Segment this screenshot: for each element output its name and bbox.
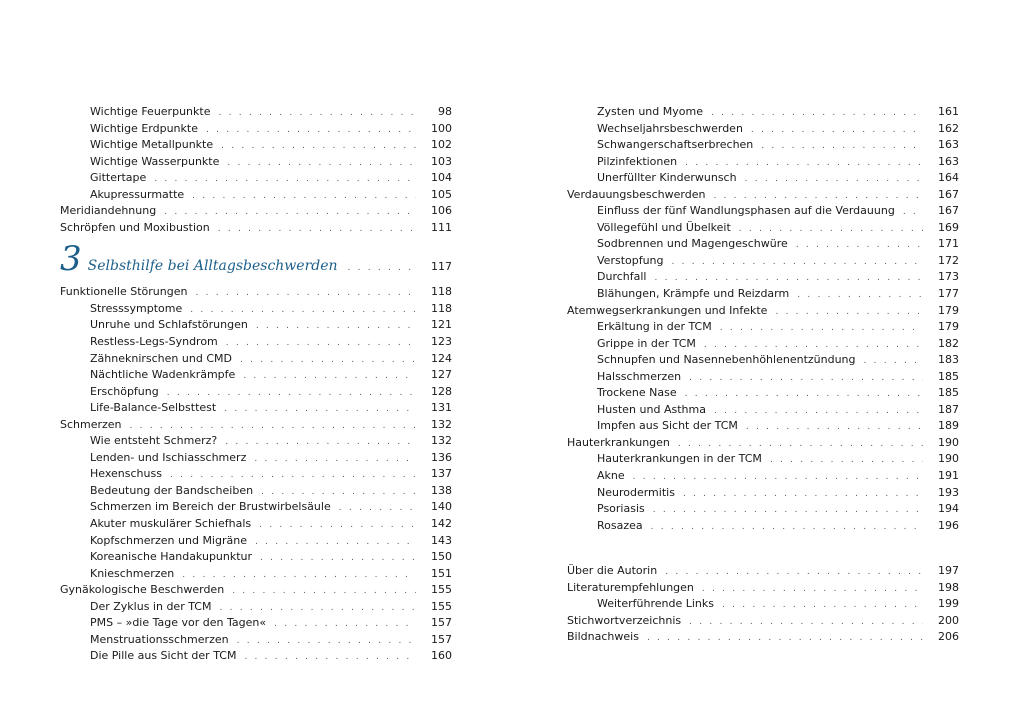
dot-leader bbox=[348, 263, 416, 273]
toc-entry-label: Erkältung in der TCM bbox=[597, 320, 712, 334]
toc-entry bbox=[60, 417, 452, 434]
dot-leader bbox=[218, 105, 416, 122]
toc-right-column bbox=[567, 104, 959, 646]
toc-page-number: 131 bbox=[431, 401, 452, 415]
toc-subentry bbox=[567, 402, 959, 419]
toc-page-number: 182 bbox=[938, 336, 959, 350]
chapter-heading bbox=[60, 239, 452, 280]
toc-subentry bbox=[567, 154, 959, 171]
toc-subentry bbox=[60, 170, 452, 187]
toc-page-number: 98 bbox=[438, 105, 452, 118]
toc-subentry bbox=[60, 450, 452, 467]
toc-page-number: 155 bbox=[431, 599, 452, 613]
toc-page-number: 124 bbox=[431, 351, 452, 365]
toc-subentry bbox=[60, 187, 452, 204]
dot-leader bbox=[761, 138, 923, 155]
toc-page-number: 185 bbox=[938, 386, 959, 400]
toc-entry-label: Sodbrennen und Magengeschwüre bbox=[597, 237, 788, 251]
toc-subentry bbox=[60, 516, 452, 533]
dot-leader bbox=[221, 138, 416, 155]
dot-leader bbox=[226, 335, 416, 352]
toc-page-number: 104 bbox=[431, 171, 452, 185]
toc-subentry bbox=[567, 220, 959, 237]
toc-page-number: 127 bbox=[431, 368, 452, 382]
toc-entry-label: Rosazea bbox=[597, 518, 643, 532]
dot-leader bbox=[259, 517, 416, 534]
dot-leader bbox=[654, 270, 923, 287]
toc-entry-label: Wichtige Metallpunkte bbox=[90, 138, 214, 152]
toc-page-number: 136 bbox=[431, 450, 452, 464]
toc-entry-label: Trockene Nase bbox=[597, 386, 677, 400]
dot-leader bbox=[685, 386, 923, 403]
toc-subentry bbox=[60, 367, 452, 384]
toc-page-number: 132 bbox=[431, 434, 452, 448]
toc-page-number: 169 bbox=[938, 220, 959, 234]
dot-leader bbox=[796, 237, 923, 254]
toc-subentry bbox=[567, 336, 959, 353]
dot-leader bbox=[702, 581, 923, 598]
toc-subentry bbox=[60, 599, 452, 616]
toc-subentry bbox=[60, 104, 452, 121]
toc-entry-label: Funktionelle Störungen bbox=[60, 285, 188, 299]
dot-leader bbox=[206, 122, 416, 139]
toc-entry bbox=[567, 187, 959, 204]
toc-subentry bbox=[60, 615, 452, 632]
dot-leader bbox=[653, 502, 923, 519]
toc-subentry bbox=[567, 468, 959, 485]
toc-subentry bbox=[567, 236, 959, 253]
toc-subentry bbox=[60, 301, 452, 318]
toc-entry bbox=[60, 582, 452, 599]
toc-page-number: 196 bbox=[938, 518, 959, 532]
toc-entry-label: Unerfüllter Kinderwunsch bbox=[597, 171, 737, 185]
toc-entry-label: Der Zyklus in der TCM bbox=[90, 599, 212, 613]
toc-entry bbox=[60, 203, 452, 220]
toc-entry-label: PMS – »die Tage vor den Tagen« bbox=[90, 616, 267, 630]
toc-page-number: 105 bbox=[431, 187, 452, 201]
toc-subentry bbox=[60, 648, 452, 665]
dot-leader bbox=[633, 469, 923, 486]
toc-entry-label: Schwangerschaftserbrechen bbox=[597, 138, 754, 152]
toc-entry-label: Völlegefühl und Übelkeit bbox=[597, 220, 731, 234]
toc-entry-label: Neurodermitis bbox=[597, 485, 675, 499]
dot-leader bbox=[182, 567, 416, 584]
toc-entry-label: Hauterkrankungen bbox=[567, 435, 670, 449]
toc-subentry bbox=[567, 485, 959, 502]
toc-entry-label: Pilzinfektionen bbox=[597, 154, 678, 168]
toc-left-group-2 bbox=[60, 284, 452, 665]
toc-page-number: 140 bbox=[431, 500, 452, 514]
toc-entry-label: Hauterkrankungen in der TCM bbox=[597, 452, 762, 466]
toc-subentry bbox=[567, 518, 959, 535]
toc-page-number: 167 bbox=[938, 204, 959, 218]
toc-entry-label: Hexenschuss bbox=[90, 467, 162, 481]
toc-entry-label: Einfluss der fünf Wandlungsphasen auf die Verdauung bbox=[597, 204, 895, 218]
toc-entry-label: Meridiandehnung bbox=[60, 204, 157, 218]
dot-leader bbox=[339, 500, 416, 517]
toc-entry-label: Knieschmerzen bbox=[90, 566, 175, 580]
toc-entry-label: Menstruationsschmerzen bbox=[90, 632, 229, 646]
dot-leader bbox=[243, 368, 416, 385]
toc-page-number: 164 bbox=[938, 171, 959, 185]
toc-left-group-1 bbox=[60, 104, 452, 236]
toc-right-group-2 bbox=[567, 563, 959, 646]
dot-leader bbox=[244, 649, 416, 666]
dot-leader bbox=[164, 204, 416, 221]
dot-leader bbox=[704, 337, 923, 354]
dot-leader bbox=[256, 318, 416, 335]
dot-leader bbox=[665, 564, 923, 581]
dot-leader bbox=[255, 534, 416, 551]
toc-entry-label: Stresssymptome bbox=[90, 301, 183, 315]
dot-leader bbox=[713, 188, 923, 205]
toc-subentry bbox=[60, 154, 452, 171]
toc-page-number: 179 bbox=[938, 303, 959, 317]
toc-page-number: 171 bbox=[938, 237, 959, 251]
toc-entry-label: Wichtige Feuerpunkte bbox=[90, 105, 211, 118]
dot-leader bbox=[232, 583, 416, 600]
dot-leader bbox=[683, 486, 923, 503]
toc-entry-label: Unruhe und Schlafstörungen bbox=[90, 318, 248, 332]
toc-entry bbox=[567, 580, 959, 597]
toc-entry-label: Verdauungsbeschwerden bbox=[567, 187, 706, 201]
dot-leader bbox=[720, 320, 923, 337]
toc-page-number: 198 bbox=[938, 580, 959, 594]
toc-page-number: 111 bbox=[431, 220, 452, 234]
toc-subentry bbox=[60, 566, 452, 583]
dot-leader bbox=[130, 418, 416, 435]
toc-subentry bbox=[60, 549, 452, 566]
dot-leader bbox=[672, 254, 923, 271]
toc-page-number: 155 bbox=[431, 583, 452, 597]
dot-leader bbox=[739, 221, 923, 238]
toc-subentry bbox=[60, 121, 452, 138]
toc-entry bbox=[567, 303, 959, 320]
toc-entry-label: Durchfall bbox=[597, 270, 647, 284]
dot-leader bbox=[722, 597, 923, 614]
dot-leader bbox=[227, 155, 416, 172]
toc-page-number: 123 bbox=[431, 335, 452, 349]
toc-subentry bbox=[567, 286, 959, 303]
toc-entry-label: Weiterführende Links bbox=[597, 597, 714, 611]
toc-page-number: 132 bbox=[431, 417, 452, 431]
toc-page-number: 191 bbox=[938, 469, 959, 483]
section-gap bbox=[567, 534, 959, 563]
toc-entry-label: Schnupfen und Nasennebenhöhlenentzündung bbox=[597, 353, 856, 367]
chapter-title: Selbsthilfe bei Alltagsbeschwerden bbox=[87, 258, 338, 275]
toc-entry-label: Wie entsteht Schmerz? bbox=[90, 434, 218, 448]
dot-leader bbox=[903, 204, 923, 221]
toc-entry-label: Schröpfen und Moxibustion bbox=[60, 220, 210, 234]
toc-subentry bbox=[567, 253, 959, 270]
toc-entry-label: Akupressurmatte bbox=[90, 187, 185, 201]
toc-entry-label: Wechseljahrsbeschwerden bbox=[597, 121, 743, 135]
toc-entry bbox=[567, 563, 959, 580]
toc-page-number: 190 bbox=[938, 435, 959, 449]
toc-entry-label: Wichtige Erdpunkte bbox=[90, 121, 198, 135]
toc-page-number: 187 bbox=[938, 402, 959, 416]
toc-subentry bbox=[567, 137, 959, 154]
dot-leader bbox=[751, 122, 923, 139]
toc-entry-label: Blähungen, Krämpfe und Reizdarm bbox=[597, 287, 790, 301]
toc-page-number: 199 bbox=[938, 597, 959, 611]
dot-leader bbox=[274, 616, 416, 633]
toc-subentry bbox=[567, 319, 959, 336]
toc-subentry bbox=[567, 170, 959, 187]
dot-leader bbox=[689, 370, 923, 387]
dot-leader bbox=[224, 401, 416, 418]
toc-entry-label: Erschöpfung bbox=[90, 384, 159, 398]
toc-page-number: 163 bbox=[938, 138, 959, 152]
toc-page-number: 189 bbox=[938, 419, 959, 433]
toc-entry bbox=[567, 613, 959, 630]
toc-entry bbox=[60, 220, 452, 237]
toc-entry-label: Nächtliche Wadenkrämpfe bbox=[90, 368, 236, 382]
toc-page-number: 121 bbox=[431, 318, 452, 332]
toc-subentry bbox=[567, 369, 959, 386]
toc-entry-label: Husten und Asthma bbox=[597, 402, 706, 416]
toc-page-number: 161 bbox=[938, 105, 959, 118]
dot-leader bbox=[797, 287, 923, 304]
toc-entry-label: Restless-Legs-Syndrom bbox=[90, 335, 218, 349]
dot-leader bbox=[218, 221, 416, 238]
toc-subentry bbox=[60, 466, 452, 483]
toc-page-number: 193 bbox=[938, 485, 959, 499]
dot-leader bbox=[685, 155, 923, 172]
toc-subentry bbox=[60, 351, 452, 368]
toc-page-number: 100 bbox=[431, 121, 452, 135]
toc-page-number: 160 bbox=[431, 649, 452, 663]
toc-page-number: 157 bbox=[431, 632, 452, 646]
dot-leader bbox=[678, 436, 923, 453]
toc-subentry bbox=[60, 499, 452, 516]
dot-leader bbox=[770, 452, 923, 469]
dot-leader bbox=[240, 352, 416, 369]
toc-right-group-1 bbox=[567, 104, 959, 534]
toc-entry-label: Die Pille aus Sicht der TCM bbox=[90, 649, 237, 663]
toc-subentry bbox=[567, 352, 959, 369]
toc-subentry bbox=[60, 400, 452, 417]
dot-leader bbox=[775, 304, 923, 321]
toc-entry-label: Verstopfung bbox=[597, 253, 664, 267]
toc-page-number: 190 bbox=[938, 452, 959, 466]
toc-entry-label: Grippe in der TCM bbox=[597, 336, 696, 350]
toc-page-number: 177 bbox=[938, 287, 959, 301]
dot-leader bbox=[154, 171, 416, 188]
toc-subentry bbox=[567, 269, 959, 286]
toc-page-number: 143 bbox=[431, 533, 452, 547]
toc-entry-label: Zähneknirschen und CMD bbox=[90, 351, 232, 365]
dot-leader bbox=[689, 614, 923, 631]
dot-leader bbox=[170, 467, 416, 484]
toc-page-number: 194 bbox=[938, 502, 959, 516]
toc-page-number: 150 bbox=[431, 550, 452, 564]
toc-entry-label: Halsschmerzen bbox=[597, 369, 682, 383]
toc-entry-label: Life-Balance-Selbsttest bbox=[90, 401, 217, 415]
dot-leader bbox=[745, 171, 923, 188]
toc-entry-label: Über die Autorin bbox=[567, 564, 658, 578]
chapter-number: 3 bbox=[60, 239, 82, 280]
toc-subentry bbox=[60, 317, 452, 334]
toc-entry-label: Kopfschmerzen und Migräne bbox=[90, 533, 247, 547]
toc-subentry bbox=[60, 433, 452, 450]
toc-entry-label: Gynäkologische Beschwerden bbox=[60, 583, 225, 597]
toc-subentry bbox=[567, 501, 959, 518]
toc-entry-label: Schmerzen bbox=[60, 417, 122, 431]
toc-page-number: 102 bbox=[431, 138, 452, 152]
toc-subentry bbox=[567, 121, 959, 138]
toc-entry-label: Wichtige Wasserpunkte bbox=[90, 154, 220, 168]
dot-leader bbox=[225, 434, 416, 451]
toc-page-number: 206 bbox=[938, 630, 959, 644]
toc-subentry bbox=[60, 384, 452, 401]
dot-leader bbox=[260, 550, 416, 567]
toc-page-number: 173 bbox=[938, 270, 959, 284]
dot-leader bbox=[254, 451, 416, 468]
toc-subentry bbox=[567, 451, 959, 468]
toc-entry-label: Literaturempfehlungen bbox=[567, 580, 694, 594]
toc-page-number: 163 bbox=[938, 154, 959, 168]
toc-entry-label: Zysten und Myome bbox=[597, 105, 703, 118]
toc-page-number: 167 bbox=[938, 187, 959, 201]
toc-entry-label: Atemwegserkrankungen und Infekte bbox=[567, 303, 768, 317]
toc-subentry bbox=[60, 334, 452, 351]
toc-page-number: 142 bbox=[431, 517, 452, 531]
toc-page-number: 118 bbox=[431, 301, 452, 315]
dot-leader bbox=[167, 385, 416, 402]
toc-entry-label: Gittertape bbox=[90, 171, 147, 185]
toc-subentry bbox=[60, 483, 452, 500]
toc-page-number: 151 bbox=[431, 566, 452, 580]
dot-leader bbox=[261, 484, 416, 501]
toc-page-number: 118 bbox=[431, 285, 452, 299]
toc-page-number: 138 bbox=[431, 483, 452, 497]
toc-subentry bbox=[60, 533, 452, 550]
toc-subentry bbox=[567, 104, 959, 121]
toc-page-number: 185 bbox=[938, 369, 959, 383]
toc-entry bbox=[60, 284, 452, 301]
dot-leader bbox=[647, 630, 923, 647]
toc-entry-label: Bildnachweis bbox=[567, 630, 639, 644]
dot-leader bbox=[746, 419, 923, 436]
toc-entry bbox=[567, 629, 959, 646]
toc-left-column bbox=[60, 104, 452, 665]
toc-page-number: 200 bbox=[938, 613, 959, 627]
toc-entry-label: Lenden- und Ischiasschmerz bbox=[90, 450, 247, 464]
toc-subentry bbox=[60, 137, 452, 154]
toc-page-number: 137 bbox=[431, 467, 452, 481]
dot-leader bbox=[237, 633, 416, 650]
toc-entry-label: Stichwortverzeichnis bbox=[567, 613, 682, 627]
dot-leader bbox=[714, 403, 923, 420]
toc-subentry bbox=[567, 596, 959, 613]
toc-entry bbox=[567, 435, 959, 452]
toc-page-number: 162 bbox=[938, 121, 959, 135]
dot-leader bbox=[190, 302, 416, 319]
toc-subentry bbox=[567, 418, 959, 435]
toc-subentry bbox=[567, 203, 959, 220]
toc-page-number: 183 bbox=[938, 353, 959, 367]
toc-page-number: 197 bbox=[938, 564, 959, 578]
chapter-page-number: 117 bbox=[431, 260, 452, 274]
toc-entry-label: Impfen aus Sicht der TCM bbox=[597, 419, 738, 433]
toc-entry-label: Bedeutung der Bandscheiben bbox=[90, 483, 254, 497]
dot-leader bbox=[864, 353, 923, 370]
toc-page-number: 103 bbox=[431, 154, 452, 168]
toc-page-number: 128 bbox=[431, 384, 452, 398]
toc-entry-label: Psoriasis bbox=[597, 502, 645, 516]
toc-entry-label: Akuter muskulärer Schiefhals bbox=[90, 517, 252, 531]
toc-page-number: 172 bbox=[938, 253, 959, 267]
dot-leader bbox=[711, 105, 923, 122]
toc-page-number: 106 bbox=[431, 204, 452, 218]
dot-leader bbox=[192, 188, 416, 205]
toc-entry-label: Koreanische Handakupunktur bbox=[90, 550, 253, 564]
toc-page-number: 179 bbox=[938, 320, 959, 334]
toc-entry-label: Akne bbox=[597, 469, 625, 483]
toc-entry-label: Schmerzen im Bereich der Brustwirbelsäule bbox=[90, 500, 331, 514]
dot-leader bbox=[195, 285, 416, 302]
toc-page-number: 157 bbox=[431, 616, 452, 630]
dot-leader bbox=[651, 519, 923, 536]
dot-leader bbox=[219, 600, 416, 617]
toc-subentry bbox=[60, 632, 452, 649]
toc-subentry bbox=[567, 385, 959, 402]
